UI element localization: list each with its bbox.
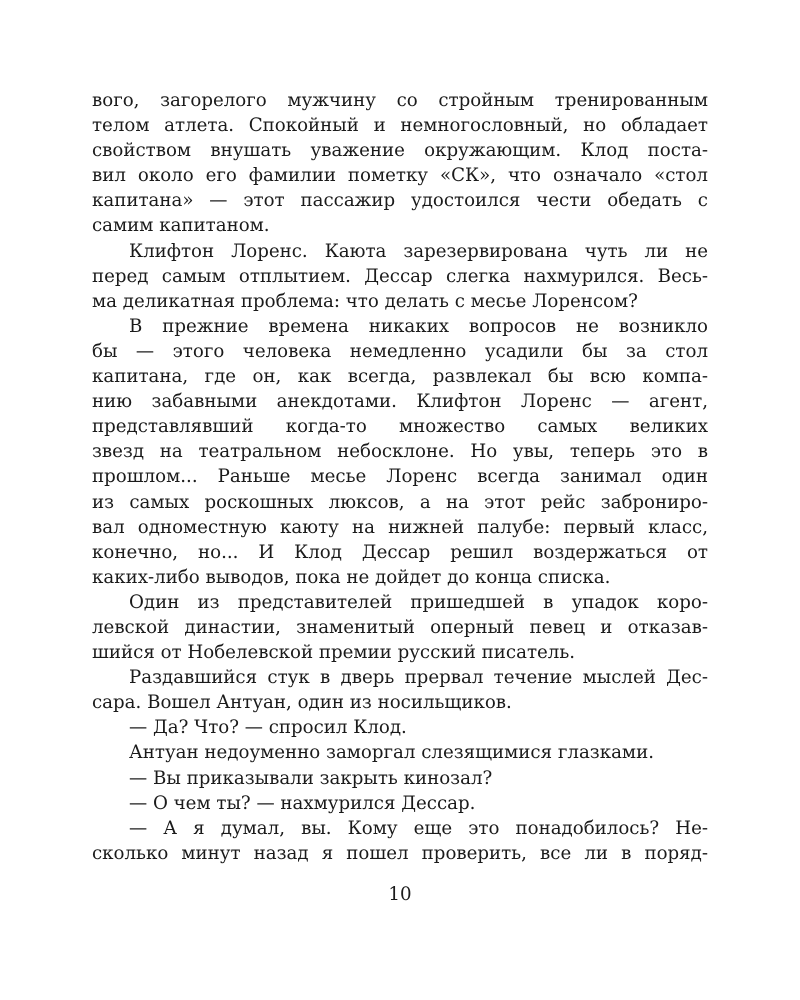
text-line: свойством внушать уважение окружающим. Клод поста- bbox=[92, 140, 708, 162]
text-line: ма деликатная проблема: что делать с месье Лоренсом? bbox=[92, 290, 638, 312]
text-line: Клифтон Лоренс. Каюта зарезервирована чуть ли не bbox=[129, 240, 708, 262]
text-line: вого, загорелого мужчину со стройным тренированным bbox=[92, 90, 708, 111]
text-line: — О чем ты? — нахмурился Дессар. bbox=[129, 792, 476, 814]
text-line: перед самым отплытием. Дессар слегка нахмурился. Весь- bbox=[92, 265, 708, 287]
text-line: капитана» — этот пассажир удостоился чести обедать с bbox=[92, 190, 708, 212]
book-page-text bbox=[92, 88, 708, 866]
text-line: телом атлета. Спокойный и немногословный, но обладает bbox=[92, 115, 708, 137]
text-line: нию забавными анекдотами. Клифтон Лоренс — агент, bbox=[92, 391, 708, 413]
text-line: прошлом... Раньше месье Лоренс всегда занимал один bbox=[92, 466, 708, 488]
text-line: Один из представителей пришедшей в упадок коро- bbox=[129, 591, 708, 613]
text-line: бы — этого человека немедленно усадили бы за стол bbox=[92, 340, 708, 362]
text-line: вил около его фамилии пометку «СК», что означало «стол bbox=[92, 165, 708, 187]
text-line: сара. Вошел Антуан, один из носильщиков. bbox=[92, 692, 512, 714]
text-line: вал одноместную каюту на нижней палубе: первый класс, bbox=[92, 516, 708, 538]
text-line: — Вы приказывали закрыть кинозал? bbox=[129, 767, 493, 789]
text-line: Раздавшийся стук в дверь прервал течение мыслей Дес- bbox=[129, 667, 708, 689]
text-line: конечно, но... И Клод Дессар решил воздержаться от bbox=[92, 541, 708, 563]
text-line: левской династии, знаменитый оперный певец и отказав- bbox=[92, 616, 708, 638]
text-line: капитана, где он, как всегда, развлекал бы всю компа- bbox=[92, 366, 708, 388]
text-line: В прежние времена никаких вопросов не возникло bbox=[129, 315, 708, 337]
text-line: сколько минут назад я пошел проверить, все ли в поряд- bbox=[92, 842, 708, 864]
text-line: Антуан недоуменно заморгал слезящимися глазками. bbox=[129, 742, 654, 764]
text-line: звезд на театральном небосклоне. Но увы, теперь это в bbox=[92, 441, 708, 463]
text-line: — Да? Что? — спросил Клод. bbox=[129, 717, 407, 739]
text-line: каких-либо выводов, пока не дойдет до конца списка. bbox=[92, 566, 611, 588]
text-line: — А я думал, вы. Кому еще это понадобилось? Не- bbox=[129, 817, 708, 839]
page-number: 10 bbox=[388, 884, 412, 905]
text-line: шийся от Нобелевской премии русский писатель. bbox=[92, 642, 576, 664]
text-line: из самых роскошных люксов, а на этот рейс заброниро- bbox=[92, 491, 708, 513]
text-line: представлявший когда-то множество самых великих bbox=[92, 416, 708, 438]
text-line: самим капитаном. bbox=[92, 215, 270, 237]
